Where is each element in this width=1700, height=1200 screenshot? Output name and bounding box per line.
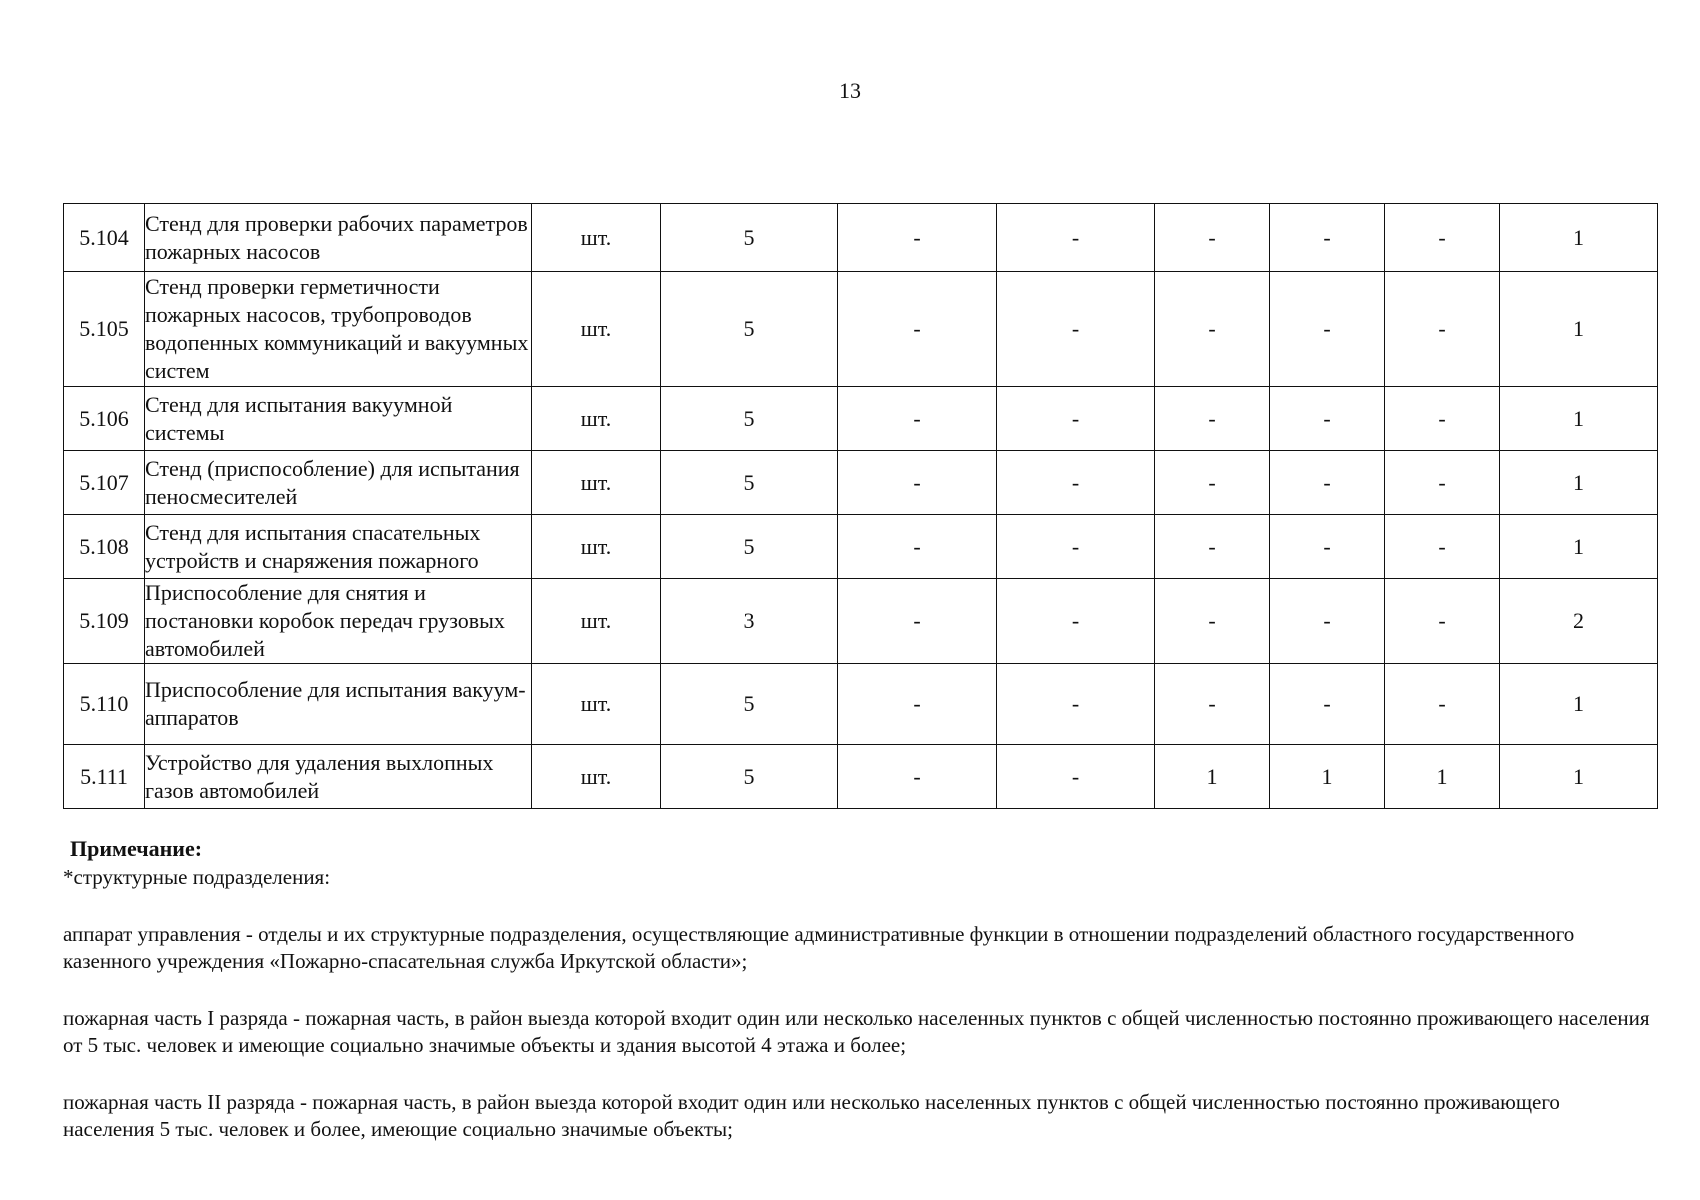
item-col-3: - <box>1155 579 1270 664</box>
item-name: Стенд для испытания спасательных устройств и снаряжения пожарного <box>145 515 532 579</box>
item-col-5: - <box>1385 387 1500 451</box>
item-col-2: - <box>997 515 1155 579</box>
note-paragraph: аппарат управления - отделы и их структурные подразделения, осуществляющие административные функции в отношении подразделений областного государственного казенного учреждения «Пожарно-спасательная служба Иркутской области»; <box>63 922 1575 973</box>
item-col-1: - <box>838 387 997 451</box>
item-col-3: 1 <box>1155 745 1270 809</box>
item-col-1: - <box>838 664 997 745</box>
item-number: 5.105 <box>64 272 145 387</box>
item-col-1: - <box>838 451 997 515</box>
item-name: Стенд для проверки рабочих параметров пожарных насосов <box>145 204 532 272</box>
table-row <box>64 387 1658 451</box>
item-name: Стенд проверки герметичности пожарных насосов, трубопроводов водопенных коммуникаций и вакуумных систем <box>145 272 532 387</box>
note-title: Примечание: <box>70 836 203 861</box>
item-col-3: - <box>1155 272 1270 387</box>
item-col-4: - <box>1270 387 1385 451</box>
item-col-4: - <box>1270 204 1385 272</box>
item-quantity: 5 <box>661 664 838 745</box>
item-col-3: - <box>1155 664 1270 745</box>
item-col-1: - <box>838 745 997 809</box>
item-col-5: 1 <box>1385 745 1500 809</box>
item-col-4: 1 <box>1270 745 1385 809</box>
item-col-1: - <box>838 579 997 664</box>
item-col-3: - <box>1155 387 1270 451</box>
item-col-2: - <box>997 579 1155 664</box>
item-col-2: - <box>997 387 1155 451</box>
item-col-3: - <box>1155 515 1270 579</box>
item-col-6: 1 <box>1500 515 1658 579</box>
item-quantity: 5 <box>661 204 838 272</box>
item-unit: шт. <box>532 387 661 451</box>
table-row <box>64 745 1658 809</box>
item-col-6: 2 <box>1500 579 1658 664</box>
item-number: 5.104 <box>64 204 145 272</box>
item-col-6: 1 <box>1500 664 1658 745</box>
item-quantity: 5 <box>661 515 838 579</box>
item-col-5: - <box>1385 272 1500 387</box>
item-quantity: 5 <box>661 451 838 515</box>
item-name: Устройство для удаления выхлопных газов автомобилей <box>145 745 532 809</box>
note-paragraph: пожарная часть I разряда - пожарная часть, в район выезда которой входит один или несколько населенных пунктов с общей численностью постоянно проживающего населения от 5 тыс. человек и имеющие социально значимые объекты и здания высотой 4 этажа и более; <box>63 1006 1650 1057</box>
equipment-table <box>63 203 1658 809</box>
item-number: 5.110 <box>64 664 145 745</box>
item-number: 5.108 <box>64 515 145 579</box>
item-col-6: 1 <box>1500 272 1658 387</box>
item-col-1: - <box>838 204 997 272</box>
item-col-2: - <box>997 272 1155 387</box>
item-unit: шт. <box>532 272 661 387</box>
item-col-2: - <box>997 745 1155 809</box>
item-number: 5.109 <box>64 579 145 664</box>
item-col-4: - <box>1270 451 1385 515</box>
item-name: Приспособление для снятия и постановки коробок передач грузовых автомобилей <box>145 579 532 664</box>
item-unit: шт. <box>532 579 661 664</box>
item-col-6: 1 <box>1500 451 1658 515</box>
item-number: 5.106 <box>64 387 145 451</box>
item-number: 5.111 <box>64 745 145 809</box>
table-row <box>64 579 1658 664</box>
item-col-1: - <box>838 272 997 387</box>
item-col-1: - <box>838 515 997 579</box>
item-col-2: - <box>997 451 1155 515</box>
item-col-6: 1 <box>1500 204 1658 272</box>
item-quantity: 5 <box>661 745 838 809</box>
item-col-2: - <box>997 664 1155 745</box>
item-col-4: - <box>1270 664 1385 745</box>
table-row <box>64 204 1658 272</box>
item-col-5: - <box>1385 515 1500 579</box>
item-col-6: 1 <box>1500 387 1658 451</box>
item-col-4: - <box>1270 515 1385 579</box>
table-row <box>64 515 1658 579</box>
item-col-6: 1 <box>1500 745 1658 809</box>
item-unit: шт. <box>532 664 661 745</box>
item-col-5: - <box>1385 204 1500 272</box>
item-quantity: 5 <box>661 387 838 451</box>
item-col-3: - <box>1155 204 1270 272</box>
item-quantity: 5 <box>661 272 838 387</box>
item-col-5: - <box>1385 664 1500 745</box>
item-col-2: - <box>997 204 1155 272</box>
item-col-4: - <box>1270 579 1385 664</box>
item-unit: шт. <box>532 204 661 272</box>
item-unit: шт. <box>532 745 661 809</box>
table-row <box>64 451 1658 515</box>
item-unit: шт. <box>532 451 661 515</box>
item-name: Приспособление для испытания вакуум-аппаратов <box>145 664 532 745</box>
page-number: 13 <box>839 78 861 103</box>
item-col-4: - <box>1270 272 1385 387</box>
item-unit: шт. <box>532 515 661 579</box>
note-paragraph: пожарная часть II разряда - пожарная часть, в район выезда которой входит один или несколько населенных пунктов с общей численностью постоянно проживающего населения 5 тыс. человек и более, имеющие социально значимые объекты; <box>63 1090 1560 1141</box>
note-subtitle: *структурные подразделения: <box>63 865 331 889</box>
item-number: 5.107 <box>64 451 145 515</box>
item-col-5: - <box>1385 451 1500 515</box>
item-name: Стенд (приспособление) для испытания пеносмесителей <box>145 451 532 515</box>
item-quantity: 3 <box>661 579 838 664</box>
item-name: Стенд для испытания вакуумной системы <box>145 387 532 451</box>
item-col-5: - <box>1385 579 1500 664</box>
table-row <box>64 272 1658 387</box>
item-col-3: - <box>1155 451 1270 515</box>
table-row <box>64 664 1658 745</box>
